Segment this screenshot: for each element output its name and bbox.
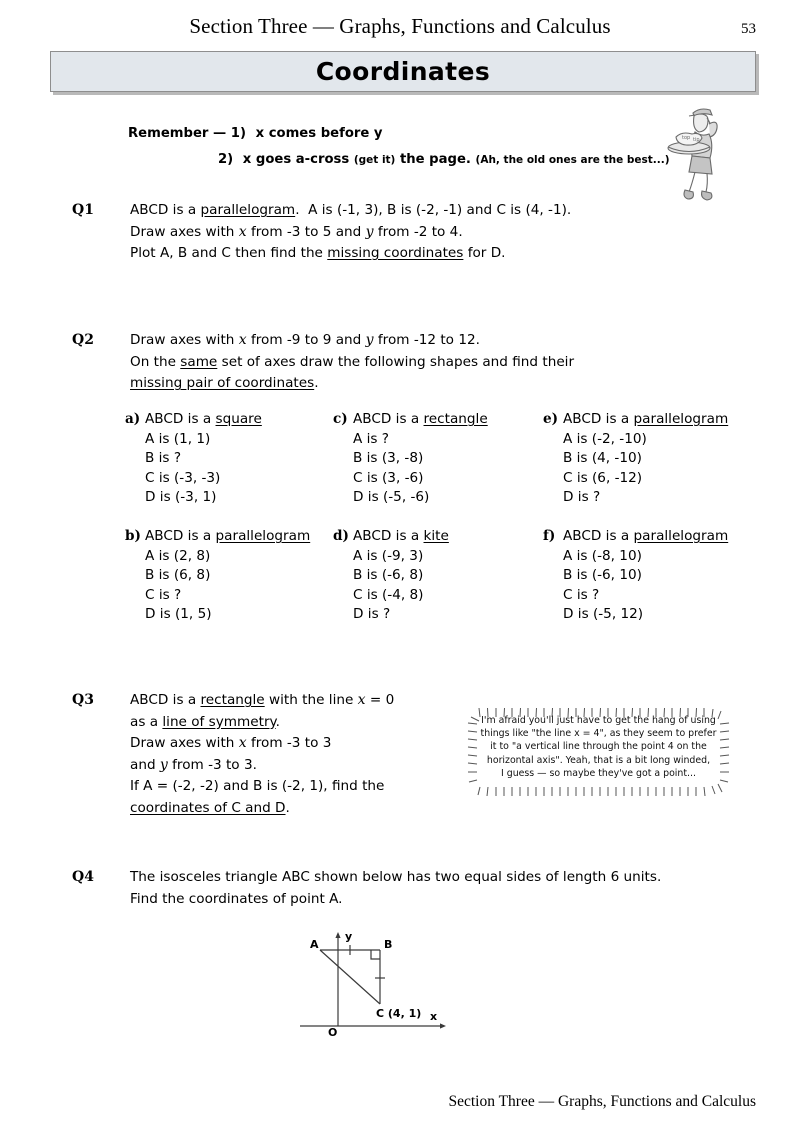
vertex-label-a: A bbox=[310, 938, 319, 951]
y-axis-arrow bbox=[335, 932, 340, 938]
q2-part-b-point-3: C is ? bbox=[145, 586, 182, 603]
q2-part-d-lines bbox=[353, 527, 449, 625]
q2-part-f-point-3: C is ? bbox=[563, 586, 600, 603]
question-body-q4 bbox=[130, 867, 661, 910]
remember-line-1 bbox=[128, 124, 691, 144]
remember-item-2-text-b: the page. bbox=[399, 152, 471, 167]
q1-line-3: Plot A, B and C then find the missing coordinates for D. bbox=[130, 245, 506, 261]
q2-part-c-point-1: A is ? bbox=[353, 430, 390, 447]
origin-label: O bbox=[328, 1026, 338, 1038]
q2-part-a-prefix: ABCD is a bbox=[145, 411, 212, 427]
q2-part-a-lines bbox=[145, 410, 262, 508]
page-number: 53 bbox=[741, 21, 756, 37]
q4-line-2: Find the coordinates of point A. bbox=[130, 890, 343, 907]
q2-part-f-shape bbox=[563, 527, 728, 547]
q2-part-a-point-2: B is ? bbox=[145, 450, 182, 467]
q1-line-2: Draw axes with x from -3 to 5 and y from -2 to 4. bbox=[130, 223, 463, 240]
question-label-q1: Q1 bbox=[72, 202, 94, 218]
question-body-q3 bbox=[130, 690, 394, 819]
joke-line-4: horizontal axis". Yeah, that is a bit long winded, bbox=[486, 754, 711, 766]
x-axis-label: x bbox=[430, 1010, 438, 1023]
remember-line-2 bbox=[128, 150, 688, 170]
q4-line-1: The isosceles triangle ABC shown below has two equal sides of length 6 units. bbox=[130, 869, 662, 885]
page-footer: Section Three — Graphs, Functions and Calculus bbox=[448, 1093, 756, 1110]
joke-speech-bubble bbox=[466, 706, 731, 798]
q2-part-f-lines bbox=[563, 527, 728, 625]
remember-item-2-text-a: x goes a-cross bbox=[242, 152, 350, 167]
q4-triangle-diagram bbox=[292, 926, 472, 1038]
waitress-with-tray-illustration bbox=[662, 104, 738, 204]
joke-bubble-text bbox=[476, 714, 721, 790]
q4-diagram-svg bbox=[292, 926, 472, 1038]
remember-item-2-joke: (Ah, the old ones are the best...) bbox=[475, 154, 670, 166]
q2-part-e-shape-name: parallelogram bbox=[633, 411, 729, 427]
q2-part-f-shape-name: parallelogram bbox=[633, 528, 729, 544]
q3-line-4: and y from -3 to 3. bbox=[130, 756, 257, 773]
joke-line-3: it to "a vertical line through the point 4 on the bbox=[490, 741, 707, 753]
vertex-label-c-with-coords: C (4, 1) bbox=[376, 1007, 422, 1020]
q2-part-b-shape-name: parallelogram bbox=[215, 528, 311, 544]
q2-part-e-letter: e) bbox=[543, 411, 559, 427]
q2-part-c-lines bbox=[353, 410, 488, 508]
q2-part-f-prefix: ABCD is a bbox=[563, 528, 630, 544]
q2-part-c-point-3: C is (3, -6) bbox=[353, 469, 424, 486]
svg-text:top: top bbox=[682, 135, 691, 141]
question-label-q3: Q3 bbox=[72, 692, 94, 708]
q2-part-c-point-4: D is (-5, -6) bbox=[353, 489, 430, 506]
q2-part-b-point-4: D is (1, 5) bbox=[145, 606, 212, 623]
q2-part-b-shape bbox=[145, 527, 310, 547]
q2-part-b-point-2: B is (6, 8) bbox=[145, 567, 211, 584]
q2-part-a-shape bbox=[145, 410, 262, 430]
q2-part-a-point-4: D is (-3, 1) bbox=[145, 489, 217, 506]
q2-part-f-point-2: B is (-6, 10) bbox=[563, 567, 642, 584]
q2-part-a-letter: a) bbox=[125, 411, 141, 427]
q2-part-c-prefix: ABCD is a bbox=[353, 411, 420, 427]
q2-part-d-point-4: D is ? bbox=[353, 606, 391, 623]
q2-part-e-point-1: A is (-2, -10) bbox=[563, 430, 647, 447]
q2-part-a-point-1: A is (1, 1) bbox=[145, 430, 211, 447]
y-axis-label: y bbox=[345, 930, 353, 943]
q2-part-e-lines bbox=[563, 410, 728, 508]
q2-part-d-shape bbox=[353, 527, 449, 547]
q2-part-c-shape bbox=[353, 410, 488, 430]
q2-part-e-point-3: C is (6, -12) bbox=[563, 469, 643, 486]
topic-title: Coordinates bbox=[315, 57, 491, 86]
q2-part-d-point-3: C is (-4, 8) bbox=[353, 586, 424, 603]
q2-part-c-shape-name: rectangle bbox=[423, 411, 488, 427]
q3-line-1: ABCD is a rectangle with the line x = 0 bbox=[130, 692, 395, 708]
q3-line-3: Draw axes with x from -3 to 3 bbox=[130, 735, 332, 751]
x-axis-arrow bbox=[440, 1023, 446, 1028]
right-angle-marker bbox=[371, 950, 380, 959]
remember-item-1-number: 1) bbox=[230, 126, 246, 141]
remember-item-2-number: 2) bbox=[218, 152, 234, 167]
q2-parts-row-2 bbox=[125, 527, 765, 644]
q2-part-d-prefix: ABCD is a bbox=[353, 528, 420, 544]
q2-part-e-point-4: D is ? bbox=[563, 489, 601, 506]
q2-part-e-shape bbox=[563, 410, 728, 430]
page-header bbox=[0, 14, 800, 46]
q2-part-a-shape-name: square bbox=[215, 411, 262, 427]
q2-parts-row-1 bbox=[125, 410, 765, 527]
q2-part-c-point-2: B is (3, -8) bbox=[353, 450, 424, 467]
q2-line-3: missing pair of coordinates. bbox=[130, 375, 319, 391]
q3-line-6: coordinates of C and D. bbox=[130, 799, 290, 816]
q2-part-a-point-3: C is (-3, -3) bbox=[145, 469, 221, 486]
question-label-q2: Q2 bbox=[72, 332, 94, 348]
q3-line-5: If A = (-2, -2) and B is (-2, 1), find the bbox=[130, 778, 385, 794]
q2-part-f-letter: f) bbox=[543, 528, 556, 544]
q2-parts-grid bbox=[125, 410, 765, 644]
remember-note bbox=[128, 124, 691, 170]
svg-text:tip: tip bbox=[693, 137, 700, 143]
topic-title-banner bbox=[50, 51, 756, 92]
question-body-q1 bbox=[130, 200, 571, 265]
q2-part-d-point-1: A is (-9, 3) bbox=[353, 547, 424, 564]
q2-line-2: On the same set of axes draw the following shapes and find their bbox=[130, 353, 575, 370]
remember-item-1-text: x comes before y bbox=[255, 126, 383, 141]
q2-part-d-letter: d) bbox=[333, 528, 349, 544]
q3-line-2: as a line of symmetry. bbox=[130, 713, 280, 730]
q2-part-f-point-1: A is (-8, 10) bbox=[563, 547, 642, 564]
joke-line-5: I guess — so maybe they've got a point... bbox=[501, 767, 696, 779]
vertex-label-b: B bbox=[384, 938, 393, 951]
question-body-q2 bbox=[130, 330, 574, 395]
q2-part-c-letter: c) bbox=[333, 411, 348, 427]
q2-part-b-point-1: A is (2, 8) bbox=[145, 547, 211, 564]
remember-item-2-aside: (get it) bbox=[353, 154, 396, 166]
q2-part-b-letter: b) bbox=[125, 528, 141, 544]
q2-part-d-shape-name: kite bbox=[423, 528, 449, 544]
q2-part-e-point-2: B is (4, -10) bbox=[563, 450, 642, 467]
joke-line-1: I'm afraid you'll just have to get the hang of using bbox=[481, 715, 716, 726]
page-title: Section Three — Graphs, Functions and Calculus bbox=[189, 14, 611, 38]
remember-lead: Remember — bbox=[128, 126, 227, 141]
joke-line-2: things like "the line x = 4", as they seem to prefer bbox=[480, 728, 717, 740]
q2-part-b-lines bbox=[145, 527, 310, 625]
q2-part-f-point-4: D is (-5, 12) bbox=[563, 606, 644, 623]
q2-part-d-point-2: B is (-6, 8) bbox=[353, 567, 424, 584]
q1-line-1: ABCD is a parallelogram. A is (-1, 3), B is (-2, -1) and C is (4, -1). bbox=[130, 202, 572, 218]
question-label-q4: Q4 bbox=[72, 869, 94, 885]
q2-part-e-prefix: ABCD is a bbox=[563, 411, 630, 427]
q2-line-1: Draw axes with x from -9 to 9 and y from -12 to 12. bbox=[130, 332, 480, 348]
q2-part-b-prefix: ABCD is a bbox=[145, 528, 212, 544]
